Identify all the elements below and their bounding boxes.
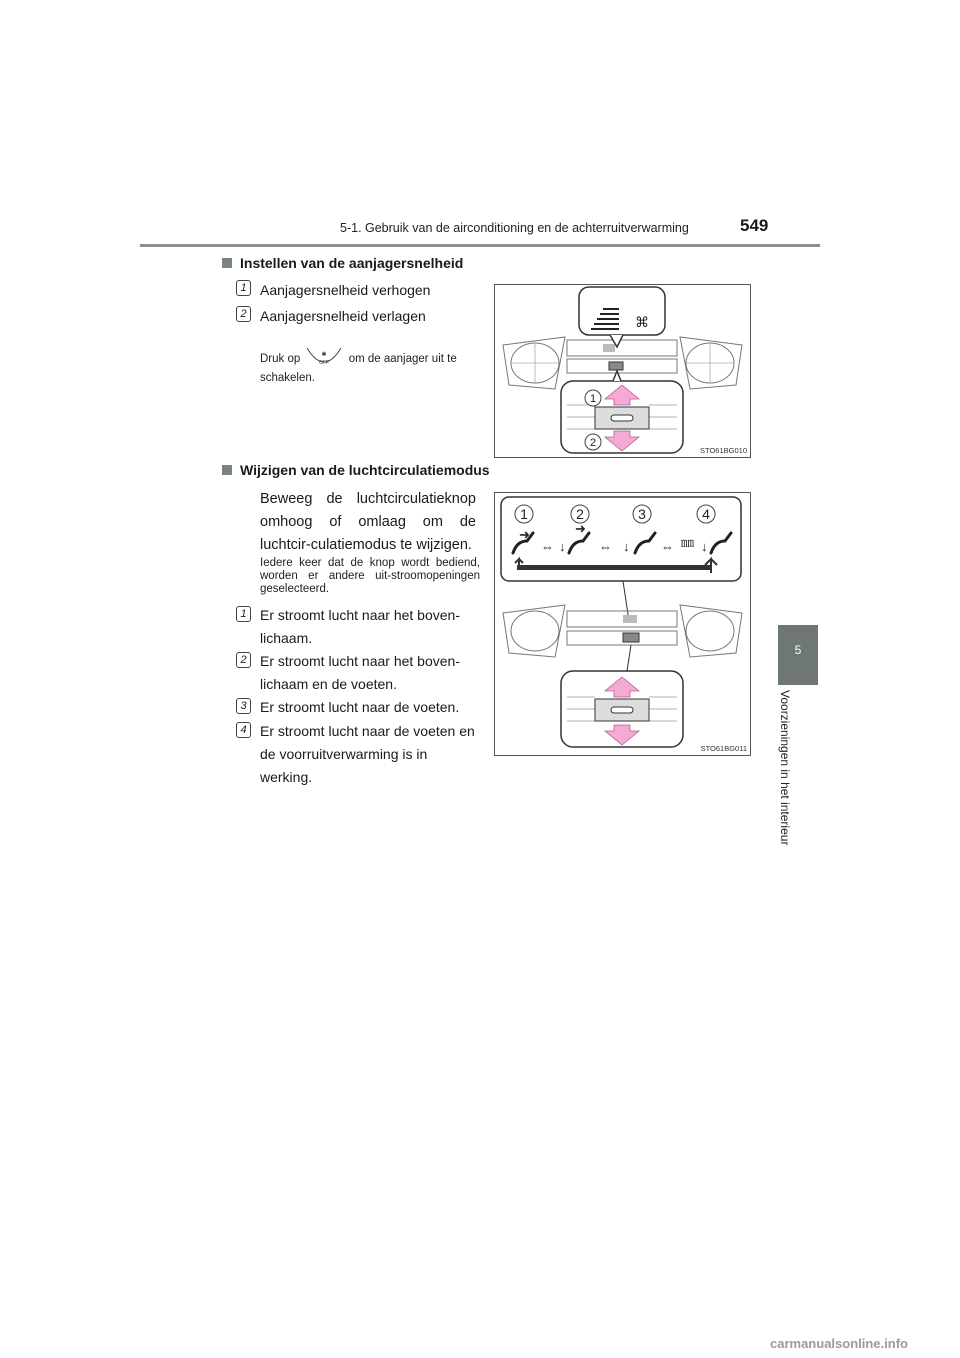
item-text: Er stroomt lucht naar de voeten. bbox=[260, 699, 460, 715]
item-number: 4 bbox=[236, 722, 251, 738]
figure-circulation-modes bbox=[494, 492, 751, 756]
mode-label-3: 3 bbox=[638, 506, 646, 522]
section-heading-text: Wijzigen van de luchtcirculatiemodus bbox=[240, 462, 490, 478]
svg-text:↓: ↓ bbox=[701, 539, 708, 554]
mode-label-1: 1 bbox=[520, 506, 528, 522]
section-heading-text: Instellen van de aanjagersnelheid bbox=[240, 255, 464, 271]
svg-text:↓: ↓ bbox=[559, 539, 566, 554]
circulation-illustration bbox=[495, 493, 750, 755]
svg-text:⇔: ⇔ bbox=[541, 539, 554, 554]
chapter-tab-number: 5 bbox=[794, 643, 802, 657]
off-label: OFF bbox=[319, 360, 330, 366]
figure-code: STO61BG010 bbox=[700, 446, 747, 455]
figure-code: STO61BG011 bbox=[700, 744, 747, 753]
svg-text:㎜: ㎜ bbox=[681, 535, 695, 550]
section-bullet-icon bbox=[222, 465, 232, 475]
item-text: Aanjagersnelheid verlagen bbox=[260, 308, 426, 324]
item-number: 3 bbox=[236, 698, 251, 714]
chapter-side-label bbox=[778, 690, 808, 870]
svg-text:➜: ➜ bbox=[575, 521, 586, 536]
chapter-side-label-text: Voorzieningen in het interieur bbox=[778, 690, 792, 846]
section-bullet-icon bbox=[222, 258, 232, 268]
watermark: carmanualsonline.info bbox=[770, 1336, 908, 1351]
fan-control-illustration bbox=[495, 285, 750, 457]
circulation-body-text: Beweeg de luchtcirculatieknop omhoog of omlaag om de luchtcir-culatiemodus te wijzigen. bbox=[260, 491, 476, 553]
section-heading-circulation bbox=[222, 462, 490, 478]
item-number: 1 bbox=[236, 606, 251, 622]
figure-label-2: 2 bbox=[589, 437, 597, 449]
svg-text:⇔: ⇔ bbox=[599, 539, 612, 554]
fan-off-button-icon bbox=[305, 346, 343, 372]
page-number: 549 bbox=[740, 216, 769, 235]
circulation-note: Iedere keer dat de knop wordt bediend, worden er andere uit-stroomopeningen geselecteerd. bbox=[260, 557, 480, 595]
figure-fan-speed bbox=[494, 284, 751, 458]
item-number: 2 bbox=[236, 652, 251, 668]
item-text: Er stroomt lucht naar de voeten en de voorruitverwarming is in werking. bbox=[260, 723, 475, 785]
svg-text:⇔: ⇔ bbox=[661, 539, 674, 554]
item-text: Er stroomt lucht naar het boven-lichaam en de voeten. bbox=[260, 653, 460, 692]
item-number: 1 bbox=[236, 280, 251, 296]
note-text-after: om de aanjager uit te bbox=[348, 353, 457, 366]
item-text: Er stroomt lucht naar het boven-lichaam. bbox=[260, 607, 460, 646]
chapter-tab bbox=[778, 625, 818, 685]
header-divider bbox=[140, 244, 820, 247]
mode-label-2: 2 bbox=[576, 506, 584, 522]
item-number: 2 bbox=[236, 306, 251, 322]
note-text-before: Druk op bbox=[260, 353, 301, 366]
chapter-title: 5-1. Gebruik van de airconditioning en de achterruitverwarming bbox=[340, 221, 689, 235]
svg-text:✱: ✱ bbox=[321, 352, 327, 358]
item-text: Aanjagersnelheid verhogen bbox=[260, 282, 431, 298]
section-heading-fan-speed bbox=[222, 255, 463, 271]
fan-off-note-line2: schakelen. bbox=[260, 372, 315, 384]
fan-off-note bbox=[260, 346, 490, 372]
svg-text:↓: ↓ bbox=[623, 539, 630, 554]
svg-text:⌘: ⌘ bbox=[635, 314, 649, 330]
figure-label-1: 1 bbox=[589, 393, 597, 405]
svg-text:➜: ➜ bbox=[519, 527, 530, 542]
mode-label-4: 4 bbox=[702, 506, 710, 522]
